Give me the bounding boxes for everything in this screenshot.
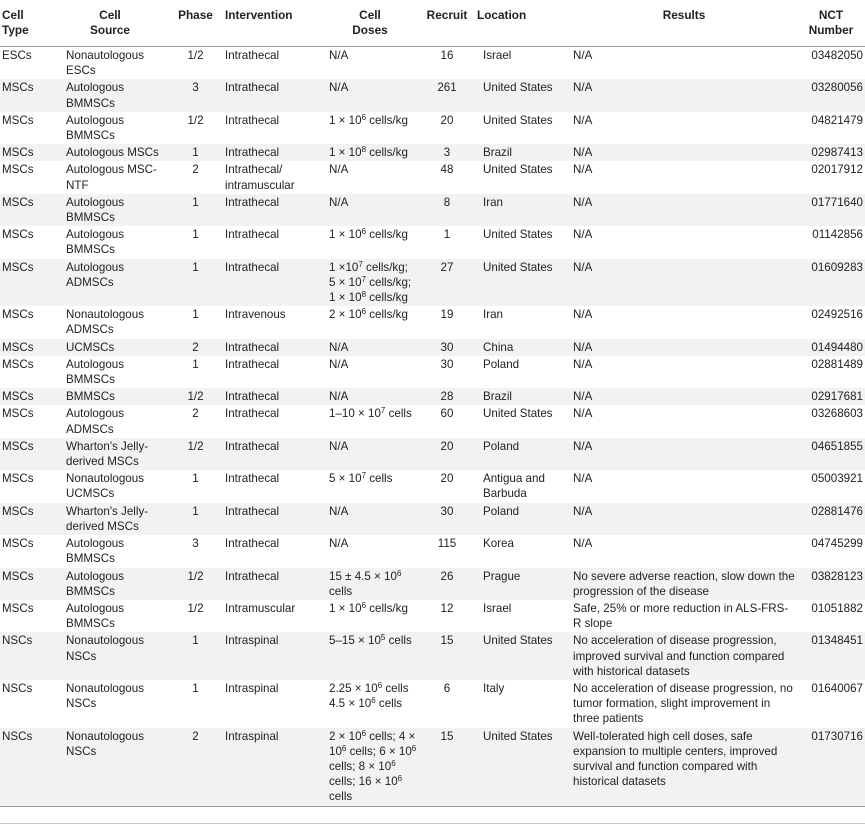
cell-cell-source: Nonautologous UCMSCs (66, 472, 144, 501)
cell-nct-number: 02917681 (797, 388, 865, 405)
cell-cell-source: Autologous BMMSCs (52, 194, 168, 226)
cell-recruit: 261 (419, 79, 475, 111)
table-row (0, 259, 865, 307)
cell-phase: 1/2 (187, 49, 204, 62)
cell-cell-source: Autologous BMMSCs (66, 228, 125, 257)
cell-location: Korea (483, 537, 514, 551)
header-nct-number: NCT Number (797, 0, 865, 47)
cell-phase: 1 (168, 632, 223, 680)
cell-recruit: 30 (419, 503, 475, 535)
cell-cell-type: MSCs (2, 407, 34, 421)
cell-intervention: Intrathecal (225, 113, 280, 127)
cell-cell-source: Autologous MSC-NTF (66, 163, 157, 192)
cell-nct-number: 04745299 (811, 537, 863, 551)
cell-results: No acceleration of disease progression, improved survival and function compared with historical datasets (571, 632, 797, 680)
cell-cell-source: Autologous BMMSCs (66, 601, 125, 631)
table-row (0, 600, 865, 632)
cell-results: N/A (571, 79, 797, 111)
cell-cell-source: Autologous BMMSCs (66, 537, 125, 566)
cell-nct-number: 01609283 (797, 259, 865, 307)
cell-cell-source: Nonautologous ESCs (66, 49, 144, 78)
header-intervention: Intervention (223, 0, 321, 47)
cell-nct-number: 01142856 (812, 228, 863, 242)
cell-cell-source: Autologous ADMSCs (52, 259, 168, 307)
cell-phase: 1 (192, 308, 199, 322)
table-row (0, 535, 865, 567)
cell-cell-type: NSCs (0, 632, 52, 680)
cell-cell-doses: $2 \times 10^6$ cells; $4 \times 10^6$ cells; $6 \times 10^6$ cells; $8 \times 10^6$ cells; $16 \times 10^6$ cells (321, 728, 419, 807)
cell-location: Prague (475, 568, 571, 600)
cell-results: N/A (571, 194, 797, 226)
cell-results: N/A (571, 339, 797, 356)
cell-recruit: 20 (419, 438, 475, 470)
cell-recruit: 48 (440, 163, 454, 177)
table-row (0, 388, 865, 405)
cell-intervention: Intramuscular (225, 601, 296, 615)
cell-results: N/A (573, 163, 593, 177)
cell-phase: 1 (168, 194, 223, 226)
table-row (0, 503, 865, 535)
cell-cell-doses: $2.25 \times 10^6$ cells $4.5 \times 10^6$ cells (329, 680, 409, 711)
cell-intervention: Intrathecal (223, 144, 321, 161)
cell-cell-type: MSCs (2, 228, 34, 242)
cell-cell-doses: $15 \pm 4.5 \times 10^6$ cells (321, 568, 419, 600)
header-recruit: Recruit (419, 0, 475, 47)
cell-recruit: 1 (443, 228, 451, 242)
cutoff-mask (0, 817, 865, 827)
cell-intervention: Intrathecal (223, 388, 321, 405)
cell-cell-type: NSCs (2, 681, 33, 695)
cell-nct-number: 04821479 (811, 113, 863, 127)
cell-phase: 2 (168, 339, 223, 356)
cell-intervention: Intrathecal (223, 438, 321, 470)
cell-intervention: Intrathecal/ intramuscular (225, 163, 295, 192)
cell-phase: 1/2 (168, 388, 223, 405)
cell-phase: 3 (192, 537, 199, 551)
cell-cell-doses: N/A (329, 49, 349, 62)
cell-cell-type: MSCs (0, 79, 52, 111)
cell-cell-doses: $1 \times 10^6$ cells/kg (329, 227, 408, 242)
cell-cell-type: MSCs (2, 537, 34, 551)
cell-location: Iran (475, 194, 571, 226)
cell-intervention: Intrathecal (223, 339, 321, 356)
cell-cell-source: Wharton's Jelly-derived MSCs (52, 503, 168, 535)
cell-results: N/A (573, 113, 593, 127)
cell-location: Poland (475, 503, 571, 535)
table-row (0, 728, 865, 807)
header-cell-source: Cell Source (52, 0, 168, 47)
cell-location: Brazil (475, 144, 571, 161)
cell-cell-type: MSCs (0, 388, 52, 405)
cell-results: N/A (571, 438, 797, 470)
table-row (0, 339, 865, 356)
cell-phase: 1 (192, 681, 199, 695)
cell-cell-source: Autologous MSCs (52, 144, 168, 161)
cell-results: N/A (571, 144, 797, 161)
cell-intervention: Intrathecal (223, 79, 321, 111)
cell-cell-source: Autologous BMMSCs (66, 113, 125, 143)
cell-location: Israel (483, 601, 512, 615)
cell-nct-number: 02881489 (811, 357, 863, 371)
cell-cell-source: Nonautologous NSCs (66, 681, 144, 711)
cell-nct-number: 03280056 (797, 79, 865, 111)
cell-cell-doses: $2 \times 10^6$ cells/kg (329, 307, 408, 322)
cell-intervention: Intrathecal (223, 259, 321, 307)
cell-nct-number: 01730716 (797, 728, 865, 807)
cell-nct-number: 03482050 (811, 49, 863, 62)
cell-results: N/A (571, 259, 797, 307)
table-row (0, 112, 865, 144)
cell-intervention: Intravenous (225, 308, 286, 322)
cell-cell-type: MSCs (2, 472, 34, 486)
cell-nct-number: 02017912 (811, 163, 863, 177)
cell-cell-type: MSCs (0, 568, 52, 600)
cell-cell-doses: N/A (321, 194, 419, 226)
cell-phase: 1 (192, 472, 199, 486)
cell-cell-source: UCMSCs (52, 339, 168, 356)
cell-location: Antigua and Barbuda (483, 472, 545, 501)
cell-intervention: Intrathecal (225, 49, 280, 62)
cell-cell-type: MSCs (0, 144, 52, 161)
table-row (0, 161, 865, 193)
table-header-row (0, 0, 865, 47)
cell-phase: 1 (168, 259, 223, 307)
cell-results: Well-tolerated high cell doses, safe expansion to multiple centers, improved survival and function compared with historical datasets (571, 728, 797, 807)
cell-location: Italy (483, 681, 505, 695)
cell-intervention: Intrathecal (225, 472, 280, 486)
cell-location: Poland (483, 357, 520, 371)
cell-cell-type: ESCs (2, 49, 32, 62)
cell-recruit: 27 (419, 259, 475, 307)
cell-results: N/A (573, 407, 593, 421)
cell-cell-doses: N/A (321, 438, 419, 470)
cell-cell-doses: $5 \times 10^7$ cells (329, 471, 393, 486)
cell-location: United States (483, 228, 553, 242)
cell-cell-source: Nonautologous NSCs (52, 632, 168, 680)
cell-cell-doses: N/A (329, 357, 349, 371)
cell-cell-source: Nonautologous ADMSCs (66, 308, 144, 337)
cell-nct-number: 05003921 (811, 472, 863, 486)
cell-phase: 2 (192, 163, 199, 177)
cell-cell-type: MSCs (2, 308, 34, 322)
cell-recruit: 28 (419, 388, 475, 405)
cell-phase: 1/2 (187, 601, 204, 615)
cell-intervention: Intrathecal (223, 568, 321, 600)
cell-cell-doses: N/A (329, 537, 349, 551)
cell-recruit: 15 (419, 632, 475, 680)
cell-intervention: Intrathecal (225, 537, 280, 551)
cell-phase: 1/2 (187, 113, 204, 127)
cell-phase: 1 (192, 357, 199, 371)
cell-results: N/A (571, 503, 797, 535)
cell-phase: 2 (192, 407, 199, 421)
bottom-rule (0, 823, 865, 824)
table-row (0, 144, 865, 161)
cell-nct-number: 02492516 (811, 308, 863, 322)
cell-location: China (475, 339, 571, 356)
table-row (0, 47, 865, 80)
cell-cell-doses: $1 \times 10^7$ cells/kg; $5 \times 10^7$ cells/kg; $1 \times 10^8$ cells/kg (321, 259, 419, 307)
cell-results: No severe adverse reaction, slow down the progression of the disease (571, 568, 797, 600)
cell-nct-number: 03268603 (811, 407, 863, 421)
cell-location: United States (475, 259, 571, 307)
cell-intervention: Intraspinal (225, 681, 279, 695)
cell-recruit: 20 (440, 472, 454, 486)
cell-cell-source: BMMSCs (52, 388, 168, 405)
cell-recruit: 19 (440, 308, 454, 322)
cell-nct-number: 03828123 (797, 568, 865, 600)
cell-recruit: 3 (419, 144, 475, 161)
cell-recruit: 12 (440, 601, 454, 615)
cell-results: N/A (571, 388, 797, 405)
cell-recruit: 30 (419, 339, 475, 356)
cell-cell-doses: N/A (329, 163, 349, 177)
cell-results: N/A (573, 49, 593, 62)
cell-results: N/A (573, 228, 593, 242)
cell-results: No acceleration of disease progression, no tumor formation, slight improvement in three patients (573, 681, 793, 726)
cell-nct-number: 01640067 (811, 681, 863, 695)
cell-cell-type: MSCs (2, 601, 34, 615)
cell-location: United States (475, 728, 571, 807)
table-row (0, 405, 865, 437)
cell-cell-source: Nonautologous NSCs (52, 728, 168, 807)
cell-results: Safe, 25% or more reduction in ALS-FRS-R slope (573, 601, 789, 631)
cell-cell-type: MSCs (0, 503, 52, 535)
cell-location: Israel (483, 49, 512, 62)
cell-intervention: Intrathecal (223, 503, 321, 535)
cell-recruit: 115 (437, 537, 457, 551)
cell-recruit: 8 (419, 194, 475, 226)
header-cell-doses: Cell Doses (321, 0, 419, 47)
cell-cell-type: MSCs (2, 163, 34, 177)
cell-cell-type: MSCs (0, 339, 52, 356)
cell-location: United States (483, 163, 553, 177)
cell-recruit: 20 (440, 113, 454, 127)
cell-phase: 1/2 (168, 438, 223, 470)
cell-intervention: Intrathecal (225, 357, 280, 371)
header-phase: Phase (168, 0, 223, 47)
header-cell-type: Cell Type (0, 0, 52, 47)
cell-location: Iran (483, 308, 503, 322)
cell-cell-source: Autologous BMMSCs (66, 357, 125, 387)
cell-nct-number: 04651855 (797, 438, 865, 470)
cell-cell-doses: $5-15 \times 10^5$ cells (321, 632, 419, 680)
table-row (0, 306, 865, 338)
cell-nct-number: 01051882 (811, 601, 863, 615)
cell-phase: 1 (168, 144, 223, 161)
cell-recruit: 60 (440, 407, 454, 421)
cell-recruit: 16 (440, 49, 454, 62)
cell-location: United States (483, 407, 553, 421)
cell-cell-source: Autologous BMMSCs (52, 79, 168, 111)
cell-intervention: Intraspinal (223, 632, 321, 680)
table-row (0, 356, 865, 388)
cell-results: N/A (573, 308, 593, 322)
cell-intervention: Intrathecal (225, 407, 280, 421)
table-row (0, 680, 865, 728)
cell-nct-number: 01494480 (797, 339, 865, 356)
cell-results: N/A (573, 537, 593, 551)
cell-location: United States (475, 79, 571, 111)
cell-location: Brazil (475, 388, 571, 405)
cell-recruit: 6 (443, 681, 451, 695)
cell-intervention: Intraspinal (223, 728, 321, 807)
table-row (0, 568, 865, 600)
cell-recruit: 30 (440, 357, 454, 371)
cell-nct-number: 02987413 (797, 144, 865, 161)
cell-cell-doses: N/A (321, 79, 419, 111)
cell-cell-doses: $1 \times 10^8$ cells/kg (321, 144, 419, 161)
cell-cell-doses: $1-10 \times 10^7$ cells (329, 406, 412, 421)
header-location: Location (475, 0, 571, 47)
cell-phase: 1 (192, 228, 199, 242)
cell-cell-type: MSCs (0, 259, 52, 307)
table-body (0, 47, 865, 807)
cell-cell-source: Wharton's Jelly-derived MSCs (52, 438, 168, 470)
cell-results: N/A (573, 472, 593, 486)
table-row (0, 470, 865, 502)
cell-cell-source: Autologous BMMSCs (52, 568, 168, 600)
cell-nct-number: 01348451 (797, 632, 865, 680)
cell-cell-type: MSCs (0, 194, 52, 226)
table-row (0, 194, 865, 226)
cell-results: N/A (573, 357, 593, 371)
cell-recruit: 26 (419, 568, 475, 600)
cell-cell-doses: N/A (321, 503, 419, 535)
cell-cell-type: MSCs (2, 357, 34, 371)
cell-cell-type: MSCs (2, 113, 34, 127)
cell-cell-type: NSCs (0, 728, 52, 807)
table-row (0, 226, 865, 258)
cell-cell-doses: N/A (321, 339, 419, 356)
cell-phase: 1/2 (168, 568, 223, 600)
cell-intervention: Intrathecal (225, 228, 280, 242)
cell-cell-doses: N/A (321, 388, 419, 405)
header-results: Results (571, 0, 797, 47)
table-row (0, 79, 865, 111)
cell-cell-type: MSCs (0, 438, 52, 470)
cell-cell-doses: $1 \times 10^6$ cells/kg (329, 600, 408, 615)
table-row (0, 632, 865, 680)
cell-intervention: Intrathecal (223, 194, 321, 226)
cell-cell-doses: $1 \times 10^6$ cells/kg (329, 112, 408, 127)
cell-phase: 3 (168, 79, 223, 111)
cell-location: United States (475, 632, 571, 680)
cell-cell-source: Autologous ADMSCs (66, 407, 125, 436)
cell-phase: 2 (168, 728, 223, 807)
cell-location: United States (483, 113, 553, 127)
cell-recruit: 15 (419, 728, 475, 807)
cell-phase: 1 (168, 503, 223, 535)
cell-location: Poland (475, 438, 571, 470)
table-row (0, 438, 865, 470)
cell-nct-number: 01771640 (797, 194, 865, 226)
cell-nct-number: 02881476 (797, 503, 865, 535)
